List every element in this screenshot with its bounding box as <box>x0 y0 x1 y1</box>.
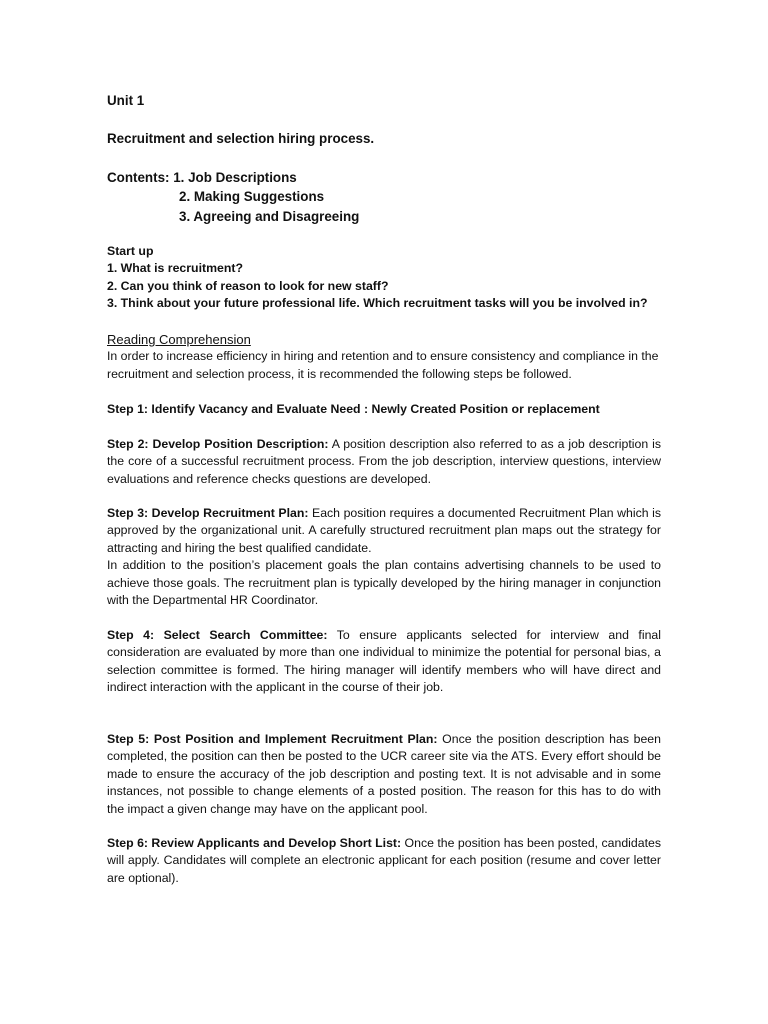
step-title: Step 3: Develop Recruitment Plan: <box>107 506 309 520</box>
contents-section <box>107 168 661 226</box>
contents-label: Contents: <box>107 170 170 185</box>
step-text: A position description also referred to as a job description is the core of a successful recruitment process. From the job description, interview questions, interview evaluations and reference checks questions are developed. <box>107 437 662 486</box>
step-title: Step 5: Post Position and Implement Recruitment Plan: <box>107 732 438 746</box>
step-title: Step 6: Review Applicants and Develop Short List: <box>107 836 402 850</box>
startup-question: 2. Can you think of reason to look for new staff? <box>107 278 389 293</box>
startup-question: 1. What is recruitment? <box>107 261 243 276</box>
step-1: Step 1: Identify Vacancy and Evaluate Need : Newly Created Position or replacement <box>107 402 600 416</box>
unit-label: Unit 1 <box>107 93 145 108</box>
step-text: Once the position has been posted, candidates will apply. Candidates will complete an electronic applicant for each position (resume and cover letter are optional). <box>107 836 661 885</box>
step-text: Each position requires a documented Recruitment Plan which is approved by the organizational unit. A carefully structured recruitment plan maps out the strategy for attracting and hiring the best qualified candidate. <box>107 506 661 555</box>
step-title: Step 2: Develop Position Description: <box>107 437 329 451</box>
contents-item: 1. Job Descriptions <box>173 170 297 185</box>
step-5 <box>107 731 661 818</box>
step-title: Step 4: Select Search Committee: <box>107 628 328 642</box>
step-3 <box>107 505 661 609</box>
contents-line-1 <box>107 168 661 187</box>
document-title: Recruitment and selection hiring process. <box>107 131 375 146</box>
startup-heading: Start up <box>107 244 154 258</box>
contents-item: 2. Making Suggestions <box>179 189 325 205</box>
contents-item: 3. Agreeing and Disagreeing <box>179 208 360 224</box>
step-6 <box>107 835 661 887</box>
step-4 <box>107 627 661 697</box>
startup-question: 3. Think about your future professional life. Which recruitment tasks will you be involved in? <box>107 296 648 311</box>
step-2 <box>107 436 661 488</box>
startup-section <box>107 243 661 313</box>
step-text: Once the position description has been completed, the position can then be posted to the UCR career site via the ATS. Every effort should be made to ensure the accuracy of the job description and posting text. It is not advisable and in some instances, not possible to change elements of a posted position. The reason for this has to do with the impact a given change may have on the applicant pool. <box>107 732 661 816</box>
reading-heading: Reading Comprehension <box>107 332 251 347</box>
step-text: In addition to the position’s placement goals the plan contains advertising channels to be used to achieve those goals. The recruitment plan is typically developed by the hiring manager in conjunction with the Departmental HR Coordinator. <box>107 558 661 608</box>
reading-intro: In order to increase efficiency in hiring and retention and to ensure consistency and compliance in the recruitment and selection process, it is recommended the following steps be followed. <box>107 349 659 381</box>
reading-section <box>107 331 661 383</box>
step-text: To ensure applicants selected for interview and final consideration are evaluated by more than one individual to minimize the potential for personal bias, a selection committee is formed. The hiring manager will identify members who will have direct and indirect interaction with the applicant in the course of their job. <box>107 628 661 695</box>
